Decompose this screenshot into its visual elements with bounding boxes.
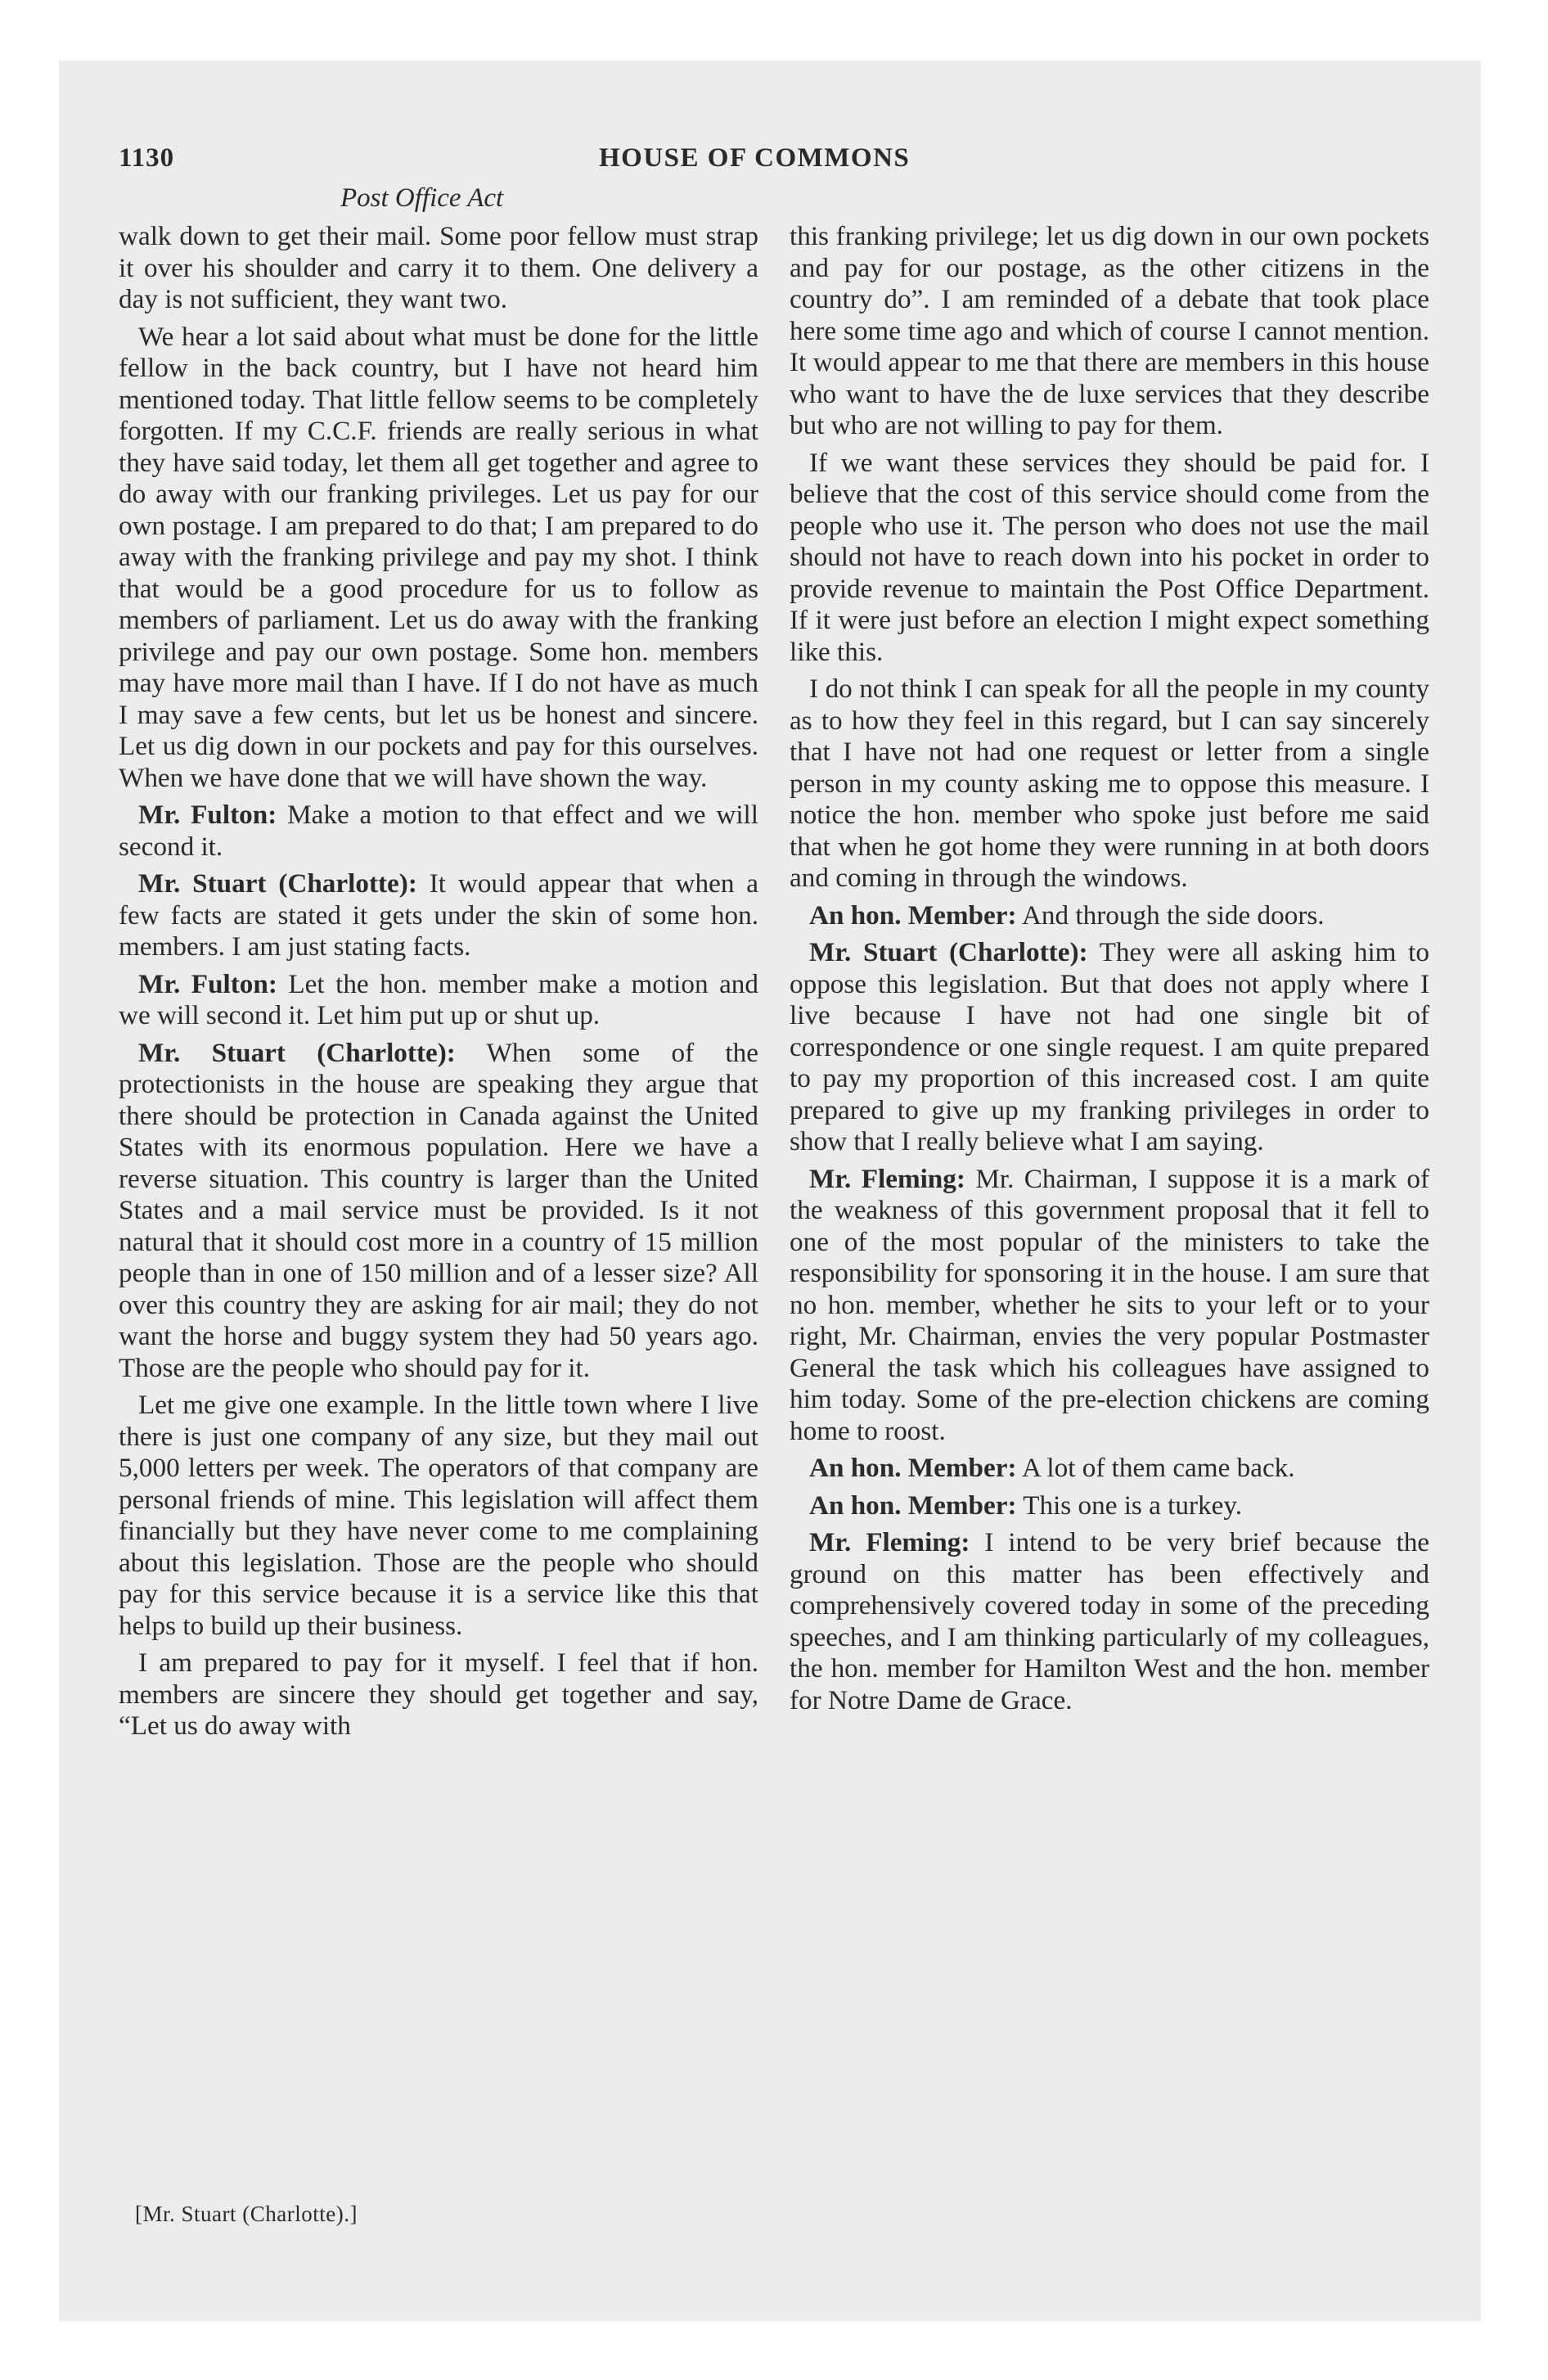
paragraph	[790, 937, 1429, 1158]
paragraph	[790, 1490, 1429, 1522]
left-column	[119, 221, 758, 1748]
paragraph	[790, 1164, 1429, 1448]
speaker-name: An hon. Member:	[809, 899, 1017, 931]
speech-text: Mr. Chairman, I suppose it is a mark of the weakness of this government proposal that it fell to one of the most popular of the ministers to take the responsibility for sponsoring it in the house. I am sure that no hon. member, whether he sits to your left or to your right, Mr. Chairman, envies the very popular Postmaster General the task which his colleagues have assigned to him today. Some of the pre-election chickens are coming home to roost.	[790, 1163, 1430, 1446]
paragraph	[790, 900, 1429, 932]
speech-text: Make a motion to that effect and we will second it.	[119, 800, 758, 862]
footer-attribution: [Mr. Stuart (Charlotte).]	[135, 2202, 358, 2226]
paragraph	[119, 800, 758, 863]
speaker-name: Mr. Stuart (Charlotte):	[138, 1037, 456, 1068]
speaker-name: Mr. Stuart (Charlotte):	[138, 868, 417, 899]
paragraph: Let me give one example. In the little town where I live there is just one company of any size, but they mail out 5,000 letters per week. The operators of that company are personal friends of mine. This legislation will affect them financially but they have never come to me complaining about this legislation. Those are the people who should pay for this service because it is a service like this that helps to build up their business.	[119, 1390, 758, 1641]
paragraph	[790, 1527, 1429, 1716]
section-title: Post Office Act	[340, 183, 504, 213]
paragraph: We hear a lot said about what must be done for the little fellow in the back country, but I have not heard him mentioned today. That little fellow seems to be completely forgotten. If my C.C.F. friends are really serious in what they have said today, let them all get together and agree to do away with our franking privileges. Let us pay for our own postage. I am prepared to do that; I am prepared to do away with the franking privilege and pay my shot. I think that would be a good procedure for us to follow as members of parliament. Let us do away with the franking privilege and pay our own postage. Some hon. members may have more mail than I have. If I do not have as much I may save a few cents, but let us be honest and sincere. Let us dig down in our pockets and pay for this ourselves. When we have done that we will have shown the way.	[119, 321, 758, 793]
speaker-name: Mr. Fulton:	[138, 968, 277, 999]
speech-text: This one is a turkey.	[1023, 1490, 1243, 1521]
speech-text: It would appear that when a few facts are stated it gets under the skin of some hon. members. I am just stating facts.	[119, 868, 758, 962]
speech-text: I intend to be very brief because the ground on this matter has been effectively and comprehensively covered today in some of the preceding speeches, and I am thinking particularly of my colleagues, the hon. member for Hamilton West and the hon. member for Notre Dame de Grace.	[790, 1527, 1430, 1715]
speech-text: Let the hon. member make a motion and we will second it. Let him put up or shut up.	[119, 968, 758, 1030]
page-number: 1130	[119, 143, 175, 173]
paragraph	[119, 1038, 758, 1385]
paragraph	[119, 969, 758, 1032]
paragraph: I am prepared to pay for it myself. I feel that if hon. members are sincere they should get together and say, “Let us do away with	[119, 1648, 758, 1741]
right-column	[790, 221, 1429, 1722]
speech-text: When some of the protectionists in the house are speaking they argue that there should be protection in Canada against the United States with its enormous population. Here we have a reverse situation. This country is larger than the United States and a mail service must be provided. Is it not natural that it should cost more in a country of 15 million people than in one of 150 million and of a lesser size? All over this country they are asking for air mail; they do not want the horse and buggy system they had 50 years ago. Those are the people who should pay for it.	[119, 1037, 758, 1383]
paragraph	[119, 868, 758, 963]
speaker-name: Mr. Fleming:	[809, 1527, 970, 1557]
speaker-name: An hon. Member:	[809, 1453, 1017, 1483]
speech-text: A lot of them came back.	[1021, 1453, 1295, 1483]
paragraph	[790, 1453, 1429, 1485]
speaker-name: An hon. Member:	[809, 1490, 1017, 1521]
speech-text: They were all asking him to oppose this legislation. But that does not apply where I live because I have not had one single bit of correspondence or one single request. I am quite prepared to pay my proportion of this increased cost. I am quite prepared to give up my franking privileges in order to show that I really believe what I am saying.	[790, 937, 1429, 1156]
page-header-title: HOUSE OF COMMONS	[599, 143, 911, 173]
speaker-name: Mr. Stuart (Charlotte):	[809, 937, 1088, 967]
paragraph: I do not think I can speak for all the people in my county as to how they feel in this regard, but I can say sincerely that I have not had one request or letter from a single person in my county asking me to oppose this measure. I notice the hon. member who spoke just before me said that when he got home they were running in at both doors and coming in through the windows.	[790, 674, 1429, 893]
speaker-name: Mr. Fleming:	[809, 1163, 965, 1194]
paragraph: If we want these services they should be paid for. I believe that the cost of this service should come from the people who use it. The person who does not use the mail should not have to reach down into his pocket in order to provide revenue to maintain the Post Office Department. If it were just before an election I might expect something like this.	[790, 447, 1429, 667]
paragraph: this franking privilege; let us dig down in our own pockets and pay for our postage, as the other citizens in the country do”. I am reminded of a debate that took place here some time ago and which of course I cannot mention. It would appear to me that there are members in this house who want to have the de luxe services that they describe but who are not willing to pay for them.	[790, 221, 1429, 440]
paragraph: walk down to get their mail. Some poor fellow must strap it over his shoulder and carry it to them. One delivery a day is not sufficient, they want two.	[119, 221, 758, 314]
speech-text: And through the side doors.	[1021, 899, 1325, 931]
speaker-name: Mr. Fulton:	[138, 800, 277, 830]
